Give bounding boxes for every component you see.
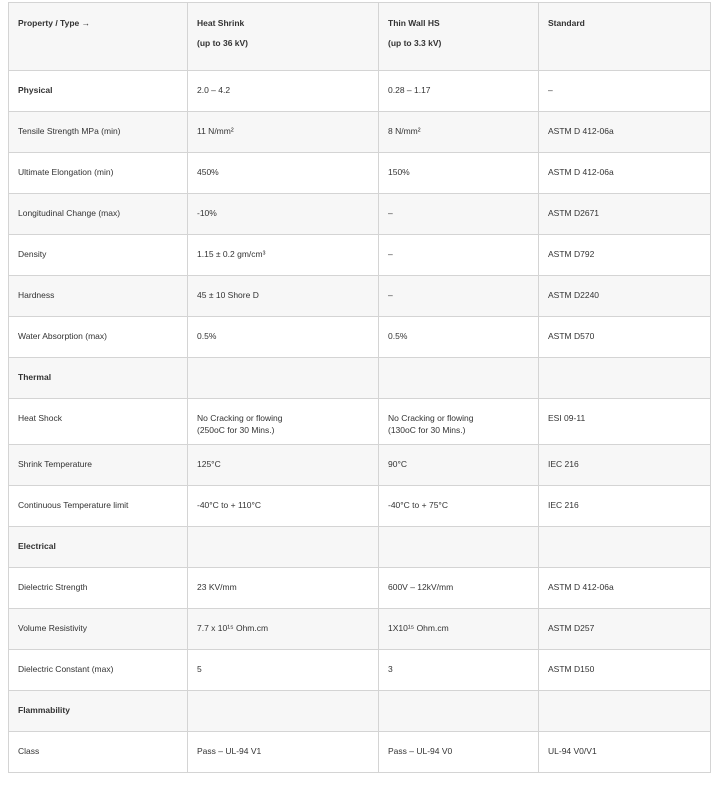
row-standard: ASTM D2240 — [539, 276, 711, 317]
row-thin-wall — [379, 358, 539, 399]
row-standard: ESI 09-11 — [539, 399, 711, 445]
row-property: Longitudinal Change (max) — [9, 194, 188, 235]
row-standard: ASTM D 412-06a — [539, 153, 711, 194]
row-standard: ASTM D 412-06a — [539, 568, 711, 609]
table-row — [9, 527, 711, 568]
table-row — [9, 445, 711, 486]
row-thin-wall: 1X10¹⁵ Ohm.cm — [379, 609, 539, 650]
row-heat-shrink: 450% — [188, 153, 379, 194]
row-heat-shrink: 11 N/mm² — [188, 112, 379, 153]
row-standard: ASTM D570 — [539, 317, 711, 358]
header-heat-shrink: Heat Shrink (up to 36 kV) — [188, 3, 379, 71]
table-row — [9, 358, 711, 399]
row-heat-shrink: 1.15 ± 0.2 gm/cm³ — [188, 235, 379, 276]
row-property: Tensile Strength MPa (min) — [9, 112, 188, 153]
row-standard: ASTM D257 — [539, 609, 711, 650]
row-standard: ASTM D 412-06a — [539, 112, 711, 153]
table-row — [9, 235, 711, 276]
row-standard: UL-94 V0/V1 — [539, 732, 711, 773]
row-thin-wall: 90°C — [379, 445, 539, 486]
table-row — [9, 691, 711, 732]
row-heat-shrink: 45 ± 10 Shore D — [188, 276, 379, 317]
table-row — [9, 317, 711, 358]
row-thin-wall: 0.5% — [379, 317, 539, 358]
table-row — [9, 276, 711, 317]
row-property: Heat Shock — [9, 399, 188, 445]
row-heat-shrink — [188, 358, 379, 399]
row-property: Density — [9, 235, 188, 276]
row-heat-shrink: -10% — [188, 194, 379, 235]
row-standard: – — [539, 71, 711, 112]
row-heat-shrink: 23 KV/mm — [188, 568, 379, 609]
row-heat-shrink: Pass – UL-94 V1 — [188, 732, 379, 773]
row-heat-shrink — [188, 691, 379, 732]
row-thin-wall: Pass – UL-94 V0 — [379, 732, 539, 773]
row-standard: IEC 216 — [539, 445, 711, 486]
row-heat-shrink: 2.0 – 4.2 — [188, 71, 379, 112]
header-property: Property / Type → — [9, 3, 188, 71]
row-standard — [539, 358, 711, 399]
row-standard — [539, 527, 711, 568]
row-thin-wall: – — [379, 276, 539, 317]
row-property: Thermal — [9, 358, 188, 399]
row-thin-wall: -40°C to + 75°C — [379, 486, 539, 527]
row-heat-shrink: 125°C — [188, 445, 379, 486]
row-standard — [539, 691, 711, 732]
table-row — [9, 650, 711, 691]
row-heat-shrink: 5 — [188, 650, 379, 691]
table-header-row — [9, 3, 711, 71]
table-row — [9, 112, 711, 153]
row-property: Continuous Temperature limit — [9, 486, 188, 527]
header-standard: Standard — [539, 3, 711, 71]
row-standard: IEC 216 — [539, 486, 711, 527]
row-heat-shrink: 0.5% — [188, 317, 379, 358]
table-row — [9, 153, 711, 194]
row-property: Volume Resistivity — [9, 609, 188, 650]
table-row — [9, 568, 711, 609]
row-property: Hardness — [9, 276, 188, 317]
row-standard: ASTM D2671 — [539, 194, 711, 235]
row-thin-wall: 0.28 – 1.17 — [379, 71, 539, 112]
row-thin-wall: 8 N/mm² — [379, 112, 539, 153]
properties-table — [8, 2, 711, 773]
row-property: Water Absorption (max) — [9, 317, 188, 358]
row-thin-wall: 3 — [379, 650, 539, 691]
row-property: Flammability — [9, 691, 188, 732]
header-thin-wall: Thin Wall HS (up to 3.3 kV) — [379, 3, 539, 71]
table-row — [9, 609, 711, 650]
row-thin-wall — [379, 691, 539, 732]
row-property: Dielectric Strength — [9, 568, 188, 609]
table-row — [9, 399, 711, 445]
row-thin-wall: – — [379, 194, 539, 235]
table-row — [9, 486, 711, 527]
row-property: Dielectric Constant (max) — [9, 650, 188, 691]
row-thin-wall: No Cracking or flowing (130oC for 30 Mins.) — [379, 399, 539, 445]
table-row — [9, 194, 711, 235]
row-thin-wall — [379, 527, 539, 568]
row-property: Ultimate Elongation (min) — [9, 153, 188, 194]
row-standard: ASTM D792 — [539, 235, 711, 276]
row-thin-wall: 600V – 12kV/mm — [379, 568, 539, 609]
row-heat-shrink: -40°C to + 110°C — [188, 486, 379, 527]
table-row — [9, 732, 711, 773]
row-thin-wall: – — [379, 235, 539, 276]
row-heat-shrink: 7.7 x 10¹⁵ Ohm.cm — [188, 609, 379, 650]
row-thin-wall: 150% — [379, 153, 539, 194]
row-heat-shrink — [188, 527, 379, 568]
row-heat-shrink: No Cracking or flowing (250oC for 30 Mins.) — [188, 399, 379, 445]
row-standard: ASTM D150 — [539, 650, 711, 691]
row-property: Physical — [9, 71, 188, 112]
row-property: Electrical — [9, 527, 188, 568]
row-property: Shrink Temperature — [9, 445, 188, 486]
row-property: Class — [9, 732, 188, 773]
table-row — [9, 71, 711, 112]
